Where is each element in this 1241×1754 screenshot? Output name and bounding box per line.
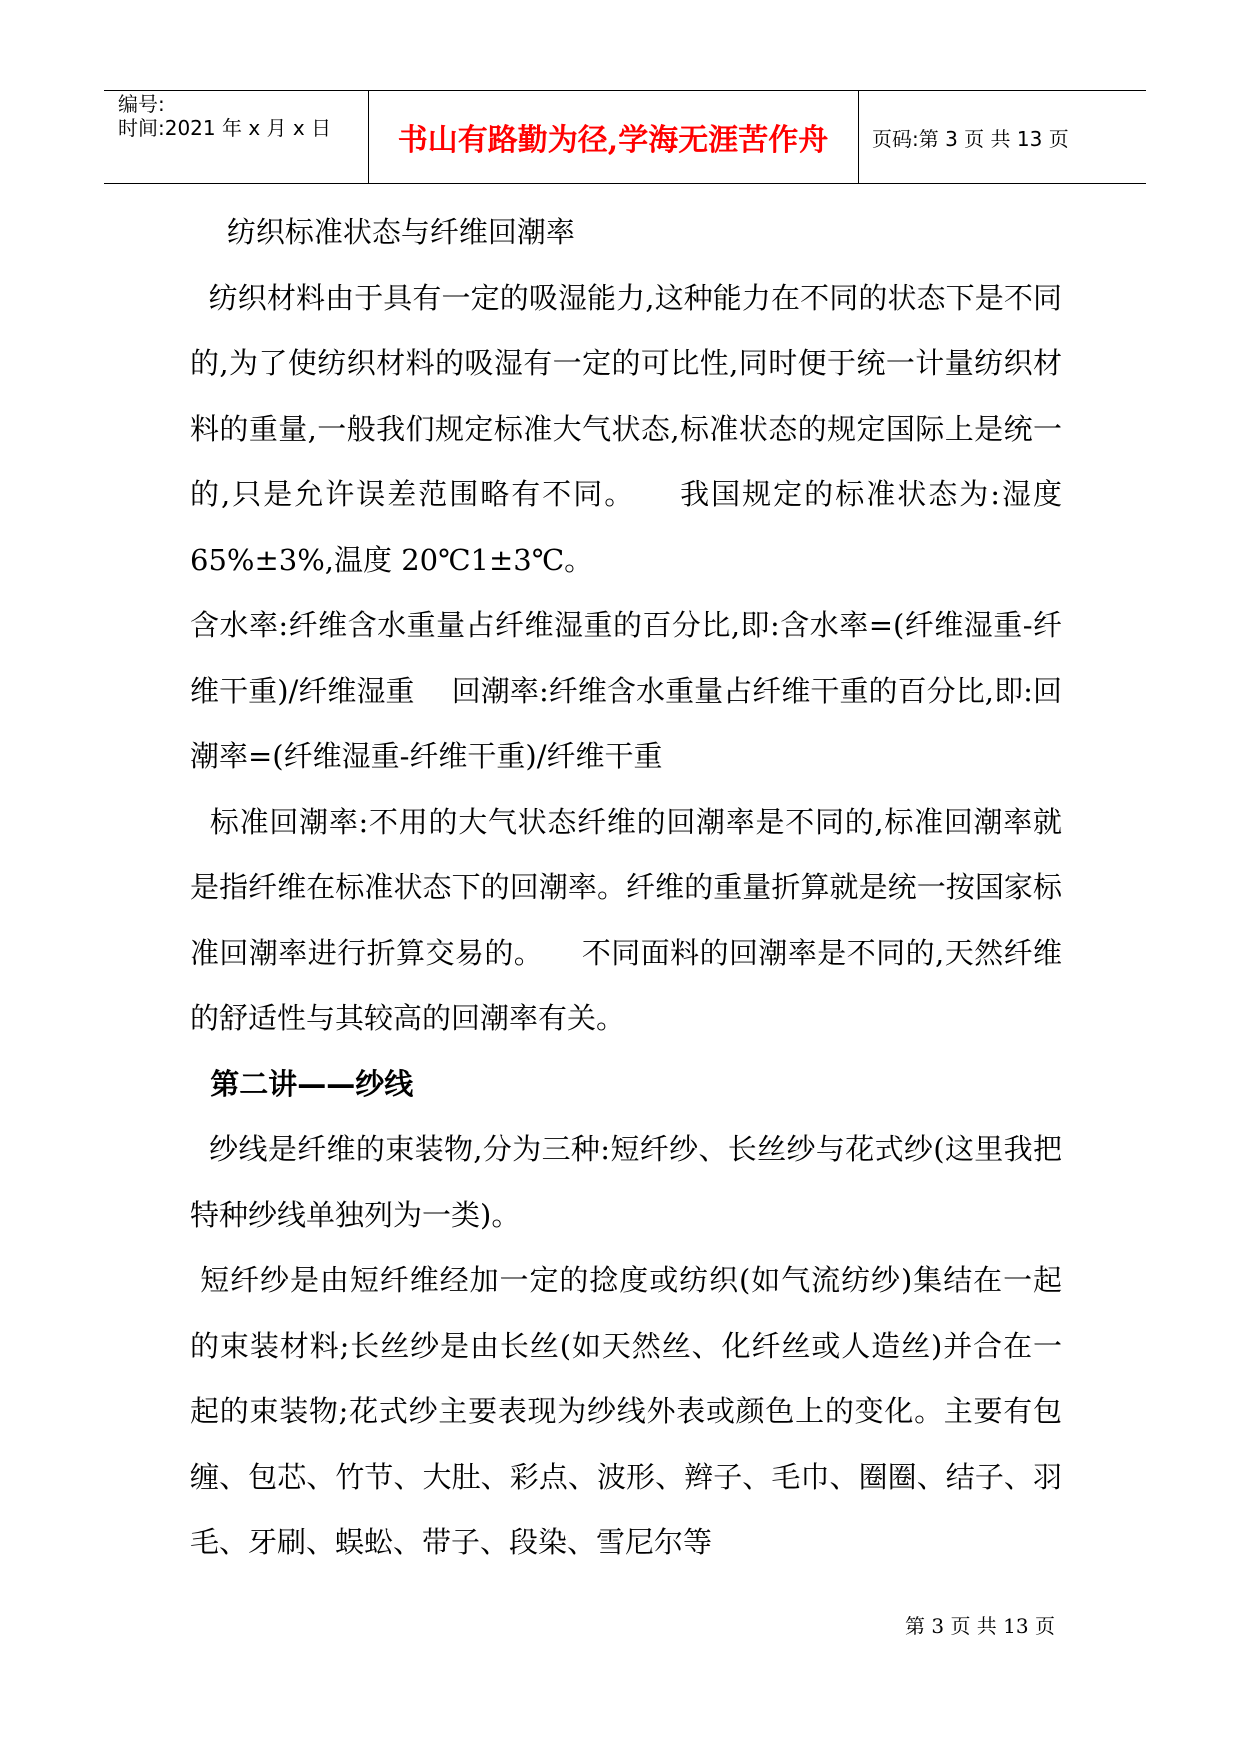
document-time-label: 时间:2021 年 x 月 x 日 xyxy=(118,116,332,140)
section-title: 纺织标准状态与纤维回潮率 xyxy=(190,215,575,249)
page-footer: 第 3 页 共 13 页 xyxy=(905,1614,1055,1638)
header-divider-right xyxy=(858,91,859,183)
page-header xyxy=(104,90,1146,184)
paragraph-yarn-types: 纱线是纤维的束装物,分为三种:短纤纱、长丝纱与花式纱(这里我把特种纱线单独列为一类)。 xyxy=(190,1132,1062,1232)
header-motto: 书山有路勤为径,学海无涯苦作舟 xyxy=(397,123,829,158)
header-page-number: 页码:第 3 页 共 13 页 xyxy=(872,126,1069,151)
paragraph-standard-regain: 标准回潮率:不用的大气状态纤维的回潮率是不同的,标准回潮率就是指纤维在标准状态下的回潮率。纤维的重量折算就是统一按国家标准回潮率进行折算交易的。 不同面料的回潮率是不同的,天然纤维的舒适性与其较高的回潮率有关。 xyxy=(190,804,1063,1035)
paragraph-yarn-details: 短纤纱是由短纤维经加一定的捻度或纺织(如气流纺纱)集结在一起的束装材料;长丝纱是由长丝(如天然丝、化纤丝或人造丝)并合在一起的束装物;花式纱主要表现为纱线外表或颜色上的变化。主要有包缠、包芯、竹节、大肚、彩点、波形、辫子、毛巾、圈圈、结子、羽毛、牙刷、蜈蚣、带子、段染、雪尼尔等 xyxy=(190,1263,1063,1559)
paragraph-moisture-definitions: 含水率:纤维含水重量占纤维湿重的百分比,即:含水率=(纤维湿重-纤维干重)/纤维湿重 回潮率:纤维含水重量占纤维干重的百分比,即:回潮率=(纤维湿重-纤维干重)/纤维干重 xyxy=(190,608,1062,773)
lecture-heading: 第二讲——纱线 xyxy=(190,1066,414,1101)
document-body xyxy=(190,200,1072,1576)
header-meta xyxy=(118,91,331,142)
document-number-label: 编号: xyxy=(118,92,165,116)
paragraph-standard-state: 纺织材料由于具有一定的吸湿能力,这种能力在不同的状态下是不同的,为了使纺织材料的吸湿有一定的可比性,同时便于统一计量纺织材料的重量,一般我们规定标准大气状态,标准状态的规定国际上是统一的,只是允许误差范围略有不同。 我国规定的标准状态为:湿度 65%±3%,温度 20℃1±3℃。 xyxy=(190,280,1072,577)
